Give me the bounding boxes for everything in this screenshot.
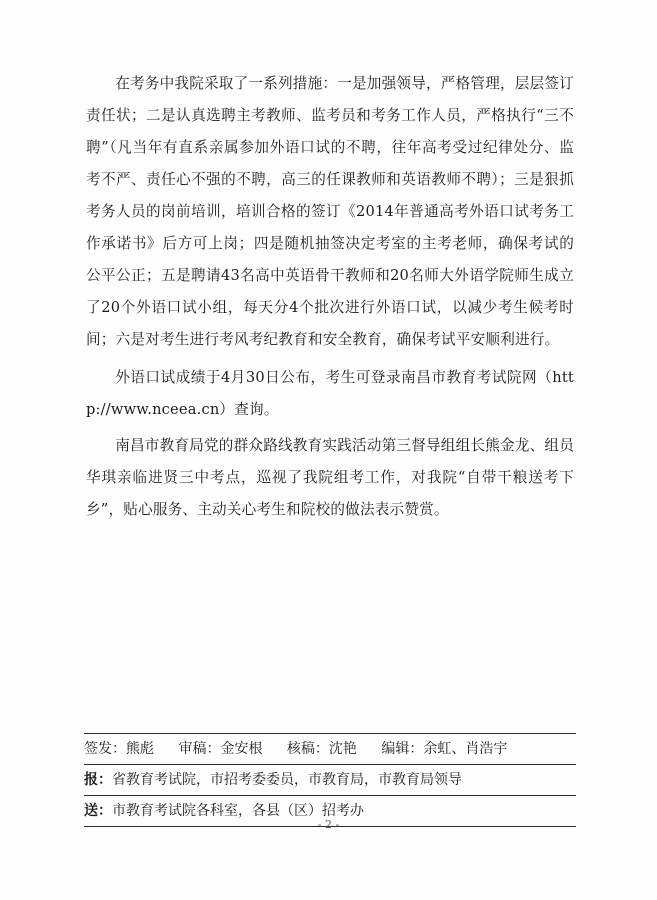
paragraph-inspection: 南昌市教育局党的群众路线教育实践活动第三督导组组长熊金龙、组员华琪亲临进贤三中考点，巡视了我院组考工作，对我院“自带干粮送考下乡”，贴心服务、主动关心考生和院校的做法表示赞赏。	[86, 437, 574, 518]
page-number: - 2 -	[317, 818, 340, 831]
reviewer: 审稿：金安根	[178, 741, 263, 757]
paragraph-results-announcement: 外语口试成绩于4月30日公布，考生可登录南昌市教育考试院网（http://www.nceea.cn）查询。	[86, 369, 574, 418]
editors: 编辑：余虹、肖浩宇	[381, 741, 508, 757]
report-to-label: 报：	[84, 772, 112, 788]
document-footer	[84, 733, 576, 827]
send-to-label: 送：	[84, 803, 112, 819]
checker: 核稿：沈艳	[286, 741, 357, 757]
report-to-line	[84, 765, 576, 795]
send-to-recipients: 市教育考试院各科室，各县（区）招考办	[112, 803, 364, 819]
paragraph-exam-measures: 在考务中我院采取了一系列措施：一是加强领导，严格管理，层层签订责任状；二是认真选聘主考教师、监考员和考务工作人员，严格执行“三不聘”（凡当年有直系亲属参加外语口试的不聘，往年高考受过纪律处分、监考不严、责任心不强的不聘，高三的任课教师和英语教师不聘）；三是狠抓考务人员的岗前培训，培训合格的签订《2014年普通高考外语口试考务工作承诺书》后方可上岗；四是随机抽签决定考室的主考老师，确保考试的公平公正；五是聘请43名高中英语骨干教师和20名师大外语学院师生成立了20个外语口试小组，每天分4个批次进行外语口试，以减少考生候考时间；六是对考生进行考风考纪教育和安全教育，确保考试平安顺利进行。	[86, 75, 574, 348]
sign-off-line	[84, 734, 576, 764]
document-body	[86, 68, 574, 530]
issuer: 签发：熊彪	[84, 741, 154, 757]
report-to-recipients: 省教育考试院，市招考委委员，市教育局，市教育局领导	[112, 772, 462, 788]
